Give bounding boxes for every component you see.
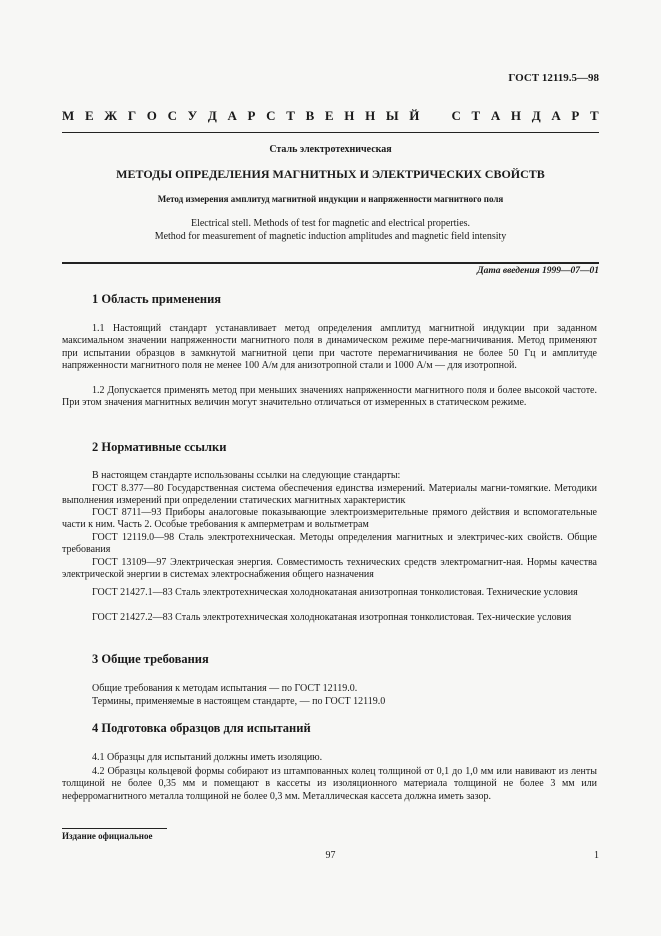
reference-item: ГОСТ 21427.1—83 Сталь электротехническая холоднокатаная анизотропная тонколистовая. Технические условия: [92, 587, 578, 598]
heading-letter: Ы: [385, 108, 399, 123]
section-heading-3: 3 Общие требования: [92, 652, 209, 666]
general-requirements-line: Общие требования к методам испытания — по ГОСТ 12119.0.: [92, 683, 358, 694]
paragraph-4-1: 4.1 Образцы для испытаний должны иметь изоляцию.: [92, 752, 323, 763]
heading-letter: С: [451, 108, 461, 123]
reference-item: ГОСТ 8711—93 Приборы аналоговые показывающие электроизмерительные прямого действия и вспомогательные части к ним. Часть 2. Особые требования к амперметрам и вольтметрам: [62, 507, 597, 531]
gost-code: ГОСТ 12119.5—98: [508, 72, 599, 84]
heading-letter: А: [227, 108, 237, 123]
heading-letter: Т: [590, 108, 599, 123]
paragraph-1-1: 1.1 Настоящий стандарт устанавливает метод определения амплитуд магнитной индукции при заданном максимальном значении напряженности магнитного поля в динамическом режиме пере-магничивания. Метод применяют при испытании образцов в замкнутой магнитной цепи при частоте перемагничивания не более 50 Гц и амплитуде напряженности магнитного поля не менее 100 А/м для анизотропной стали и 1000 А/м — для изотропной.: [62, 323, 597, 371]
footer-rule: [62, 828, 167, 829]
heading-letter: В: [305, 108, 315, 123]
heading-letter: Д: [531, 108, 541, 123]
heading-letter: Н: [344, 108, 355, 123]
official-edition-label: Издание официальное: [62, 831, 153, 841]
method-title-ru: Метод измерения амплитуд магнитной индукции и напряженности магнитного поля: [157, 194, 504, 204]
page-number: 97: [325, 850, 336, 861]
heading-letter: Д: [207, 108, 217, 123]
paragraph-4-2: 4.2 Образцы кольцевой формы собирают из штампованных колец толщиной от 0,1 до 1,0 мм или навивают из ленты толщиной не более 0,35 мм и помещают в кассеты из изоляционного материала толщиной не более 3 мм или неферромагнитного металла толщиной не более 0,3 мм. Металлическая кассета должна иметь зазор.: [62, 766, 597, 802]
heading-letter: А: [490, 108, 501, 123]
references-intro: В настоящем стандарте использованы ссылки на следующие стандарты:: [92, 470, 401, 481]
section-heading-4: 4 Подготовка образцов для испытаний: [92, 721, 311, 735]
section-heading-2: 2 Нормативные ссылки: [92, 440, 227, 454]
heading-letter: Н: [365, 108, 376, 123]
heading-letter: Е: [84, 108, 94, 123]
heading-letter: Н: [510, 108, 522, 123]
document-title: МЕТОДЫ ОПРЕДЕЛЕНИЯ МАГНИТНЫХ И ЭЛЕКТРИЧЕСКИХ СВОЙСТВ: [116, 167, 545, 181]
reference-item: ГОСТ 8.377—80 Государственная система обеспечения единства измерений. Материалы магни-томягкие. Методики выполнения измерений при определении статических магнитных характеристик: [62, 483, 597, 507]
reference-item: ГОСТ 13109—97 Электрическая энергия. Совместимость технических средств электромагнит-ная. Нормы качества электрической энергии в системах электроснабжения общего назначения: [62, 557, 597, 581]
english-title-line2: Method for measurement of magnetic induction amplitudes and magnetic field intensity: [154, 231, 507, 242]
section-heading-1: 1 Область применения: [92, 292, 222, 306]
sheet-number: 1: [594, 850, 599, 861]
heading-letter: Т: [286, 108, 295, 123]
steel-subtitle: Сталь электротехническая: [269, 144, 392, 155]
heading-letter: А: [551, 108, 561, 123]
heading-letter: Г: [127, 108, 137, 123]
reference-item: ГОСТ 12119.0—98 Сталь электротехническая. Методы определения магнитных и электричес-ких свойств. Общие требования: [62, 532, 597, 556]
heading-letter: С: [266, 108, 276, 123]
paragraph-1-2: 1.2 Допускается применять метод при меньших значениях напряженности магнитного поля и более высокой частоте. При этом значения магнитных величин могут значительно отличаться от измеренных в статическом режиме.: [62, 385, 597, 409]
heading-letter: Т: [471, 108, 481, 123]
english-title-line1: Electrical stell. Methods of test for magnetic and electrical properties.: [190, 218, 471, 229]
title-rule: [62, 262, 599, 264]
heading-letter: Р: [247, 108, 256, 123]
interstate-standard-heading: [62, 108, 599, 124]
heading-letter: М: [62, 108, 75, 123]
introduction-date: Дата введения 1999—07—01: [477, 266, 599, 276]
heading-letter: Ж: [104, 108, 118, 123]
heading-letter: Р: [571, 108, 580, 123]
terms-line: Термины, применяемые в настоящем стандарте, — по ГОСТ 12119.0: [92, 696, 386, 707]
top-rule: [62, 132, 599, 133]
heading-letter: Й: [409, 108, 420, 123]
heading-letter: У: [187, 108, 198, 123]
heading-letter: С: [167, 108, 177, 123]
heading-letter: О: [146, 108, 157, 123]
heading-letter: Е: [324, 108, 334, 123]
reference-item: ГОСТ 21427.2—83 Сталь электротехническая холоднокатаная изотропная тонколистовая. Тех-нические условия: [92, 612, 572, 623]
